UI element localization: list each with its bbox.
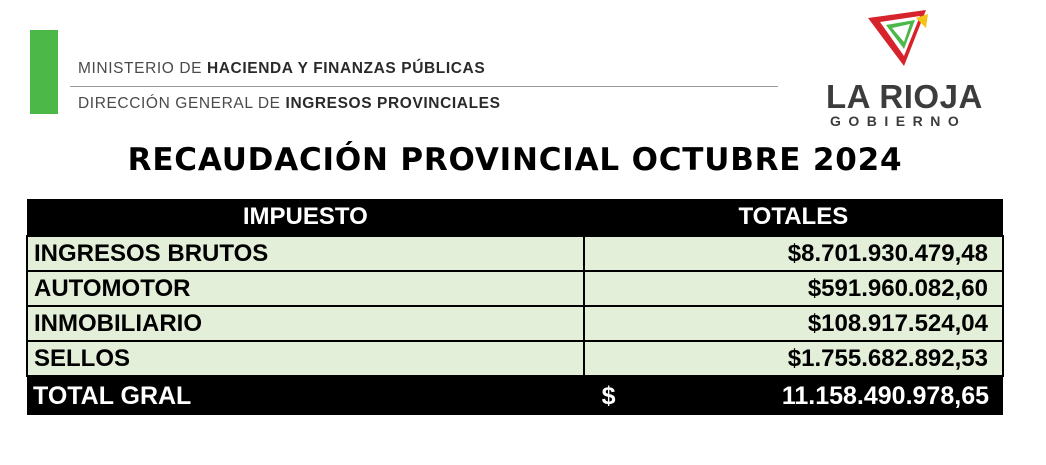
logo-wordmark: LA RIOJA — [826, 78, 983, 115]
la-rioja-logo — [818, 8, 994, 129]
tax-amount: $108.917.524,04 — [584, 306, 1003, 341]
table-row — [27, 271, 1003, 306]
column-header-tax: IMPUESTO — [27, 199, 584, 236]
tax-name: AUTOMOTOR — [27, 271, 584, 306]
direction-name: DIRECCIÓN GENERAL DE INGRESOS PROVINCIALES — [78, 95, 501, 112]
total-row — [27, 376, 1003, 415]
total-value-cell — [584, 376, 1003, 415]
total-label: TOTAL GRAL — [27, 376, 584, 415]
table-row — [27, 236, 1003, 271]
tax-amount: $8.701.930.479,48 — [584, 236, 1003, 271]
table-row — [27, 341, 1003, 376]
tax-amount: $1.755.682.892,53 — [584, 341, 1003, 376]
tax-amount: $591.960.082,60 — [584, 271, 1003, 306]
tax-collection-table — [26, 199, 1004, 415]
brand-accent-bar — [30, 30, 58, 114]
column-header-totals: TOTALES — [584, 199, 1003, 236]
total-amount: 11.158.490.978,65 — [781, 382, 989, 410]
tax-name: SELLOS — [27, 341, 584, 376]
table-row — [27, 306, 1003, 341]
report-title: RECAUDACIÓN PROVINCIAL OCTUBRE 2024 — [127, 142, 903, 178]
tax-name: INGRESOS BRUTOS — [27, 236, 584, 271]
total-currency-symbol: $ — [601, 382, 616, 410]
table-header-row — [27, 199, 1003, 236]
chevron-logo-icon — [866, 8, 934, 74]
ministry-name: MINISTERIO DE HACIENDA Y FINANZAS PÚBLICAS — [78, 60, 486, 77]
tax-name: INMOBILIARIO — [27, 306, 584, 341]
header-divider — [70, 86, 778, 87]
logo-subtitle: GOBIERNO — [830, 113, 967, 129]
